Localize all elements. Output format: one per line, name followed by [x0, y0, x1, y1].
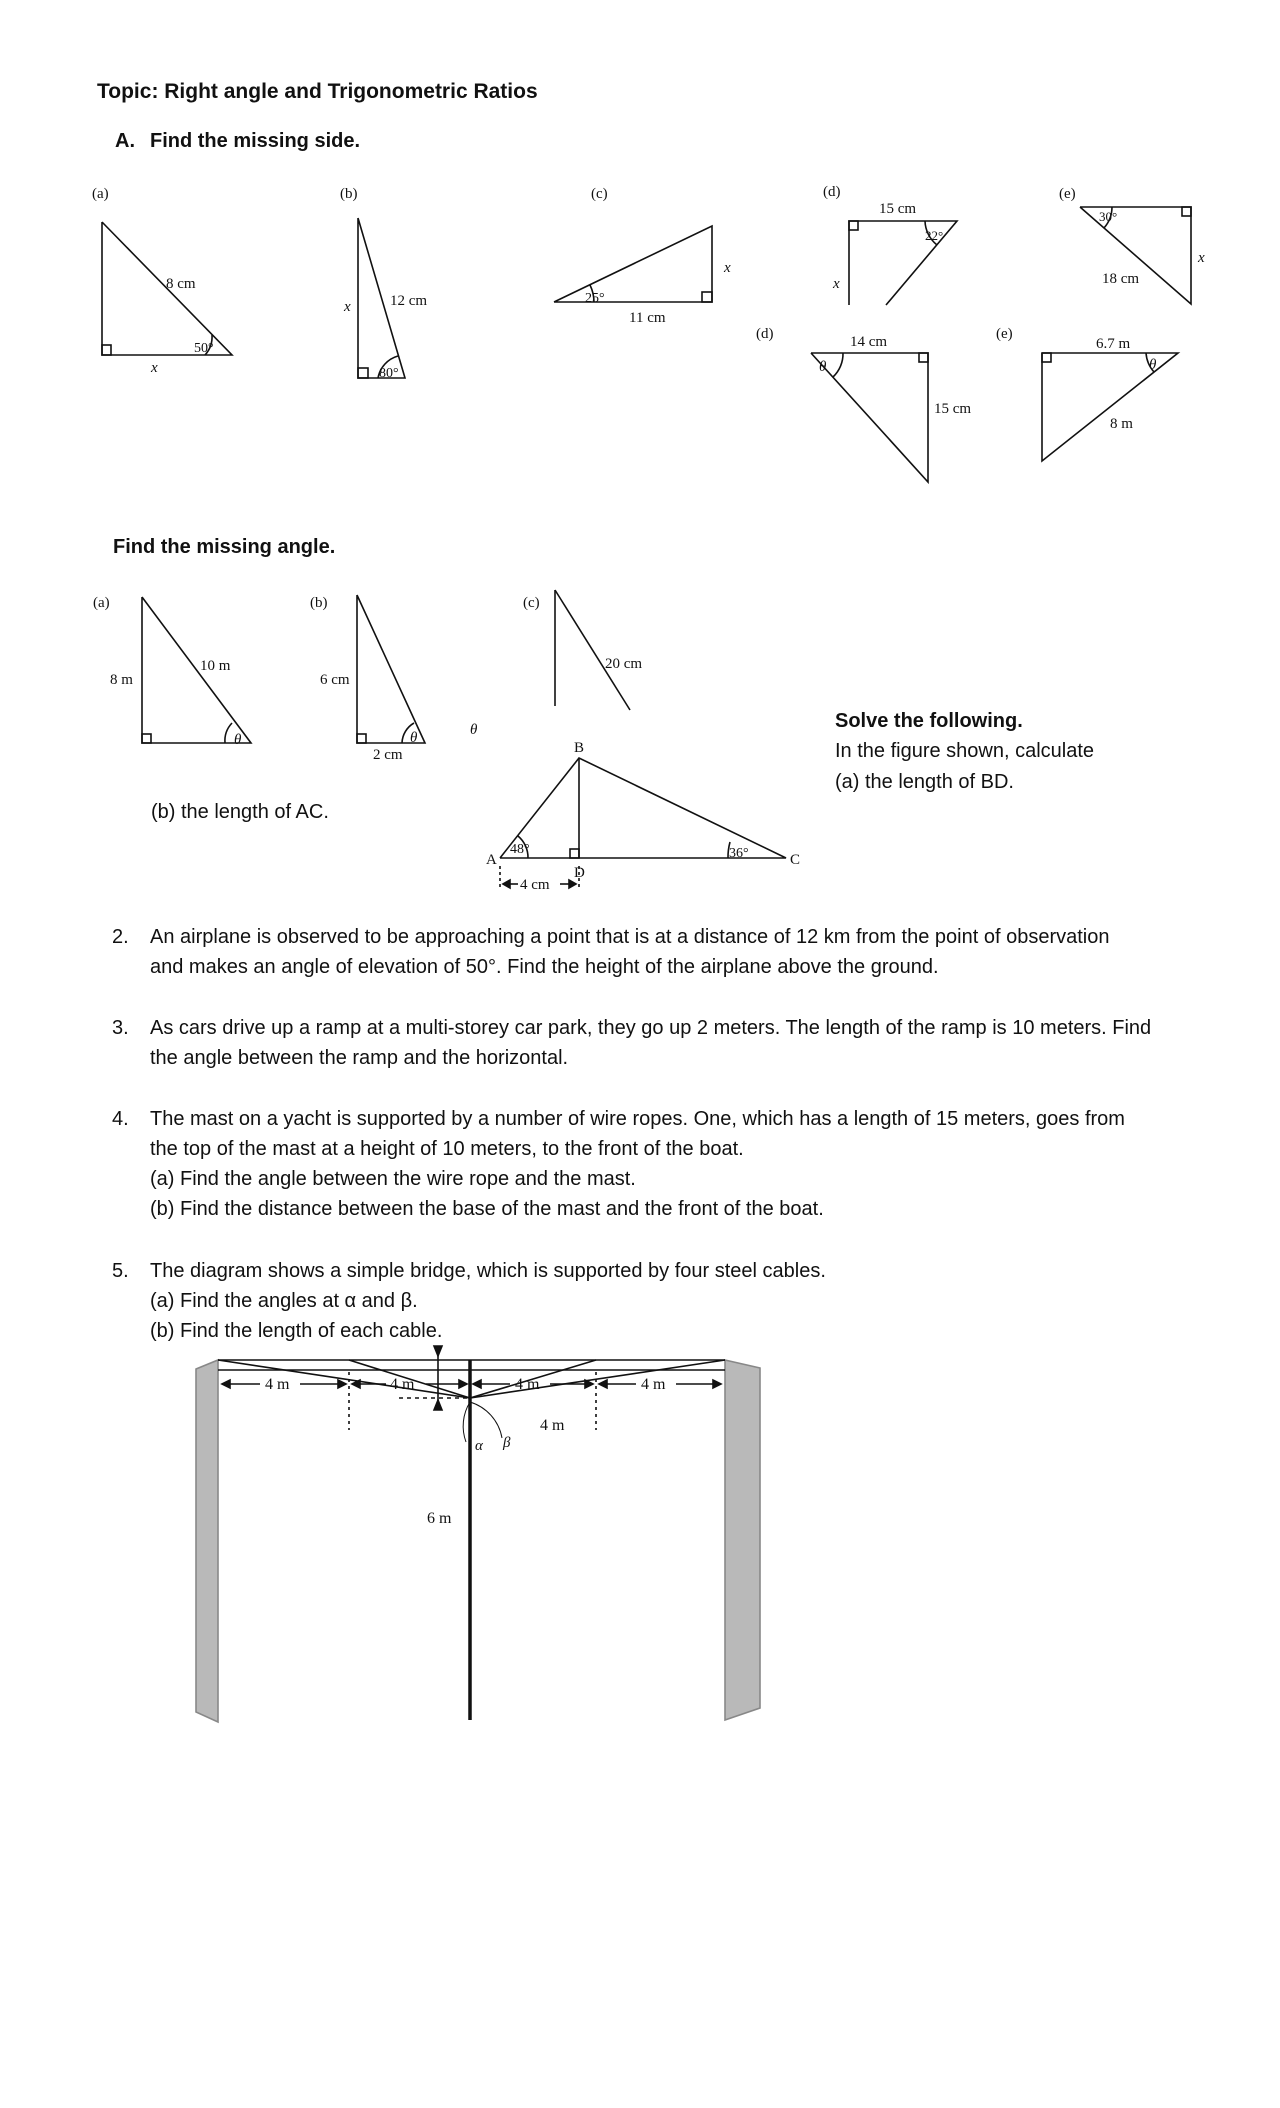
bridge-seg-2: 4 m	[390, 1376, 415, 1393]
a-d-side: 15 cm	[879, 201, 917, 217]
a-a-unknown: x	[151, 360, 158, 376]
question-5-line: The diagram shows a simple bridge, which is supported by four steel cables.	[150, 1260, 826, 1282]
a-e2-side2: 8 m	[1110, 416, 1133, 432]
a-d2-side2: 15 cm	[934, 401, 972, 417]
question-4-line: (b) Find the distance between the base of the mast and the front of the boat.	[150, 1198, 824, 1220]
solve-label-b: B	[574, 740, 585, 756]
bridge-seg-4: 4 m	[641, 1376, 666, 1393]
bridge-alpha: α	[475, 1438, 483, 1454]
figure-b-c	[555, 590, 630, 710]
solve-base: 4 cm	[520, 877, 550, 893]
question-2-line: and makes an angle of elevation of 50°. Find the height of the airplane above the ground.	[150, 956, 939, 978]
question-5	[112, 1256, 1222, 1349]
solve-line-3: (b) the length of AC.	[151, 801, 329, 823]
a-c-tag: (c)	[591, 186, 608, 202]
a-c-side: 11 cm	[629, 310, 666, 326]
section-a-label: A.	[115, 130, 135, 152]
question-4-line: (a) Find the angle between the wire rope and the mast.	[150, 1168, 636, 1190]
a-c-angle: 25°	[585, 291, 605, 306]
question-3-number: 3.	[112, 1017, 129, 1039]
a-d-angle: 22°	[925, 228, 944, 243]
b-c-side1: 20 cm	[605, 656, 643, 672]
question-5-number: 5.	[112, 1260, 129, 1282]
a-d2-side1: 14 cm	[850, 334, 888, 350]
b-a-angle: θ	[234, 732, 242, 748]
a-e2-angle: θ	[1149, 357, 1157, 373]
figure-bridge	[196, 1346, 760, 1722]
a-e-side: 18 cm	[1102, 271, 1140, 287]
solve-angle-c: 36°	[729, 846, 749, 861]
a-a-tag: (a)	[92, 186, 109, 202]
a-d2-angle: θ	[819, 359, 827, 375]
solve-line-2: (a) the length of BD.	[835, 771, 1014, 793]
question-2	[112, 922, 1222, 984]
question-3-line: the angle between the ramp and the horizontal.	[150, 1047, 569, 1069]
b-b-angle: θ	[410, 730, 418, 746]
solve-label-d: D	[574, 865, 585, 881]
figure-a-d2	[811, 353, 928, 482]
a-a-side: 8 cm	[166, 276, 196, 292]
solve-line-1: In the figure shown, calculate	[835, 740, 1095, 762]
question-5-line: (b) Find the length of each cable.	[150, 1320, 443, 1342]
a-a-angle: 50°	[194, 341, 214, 356]
a-d-tag: (d)	[823, 184, 841, 200]
b-c-angle: θ	[470, 722, 478, 738]
solve-heading: Solve the following.	[835, 710, 1023, 732]
question-2-line: An airplane is observed to be approaching a point that is at a distance of 12 km from the point of observation	[150, 926, 1110, 948]
a-e2-tag: (e)	[996, 326, 1013, 342]
b-b-side2: 2 cm	[373, 747, 403, 763]
a-b-unknown: x	[344, 299, 351, 315]
question-4-number: 4.	[112, 1108, 129, 1130]
question-4-line: the top of the mast at a height of 10 meters, to the front of the boat.	[150, 1138, 744, 1160]
figure-solve	[500, 758, 786, 890]
b-b-side1: 6 cm	[320, 672, 350, 688]
question-3	[112, 1013, 1222, 1075]
page-title: Topic: Right angle and Trigonometric Ratios	[97, 80, 538, 103]
a-e-angle: 30°	[1099, 209, 1118, 224]
a-e2-side1: 6.7 m	[1096, 336, 1131, 352]
figure-b-b	[357, 595, 425, 743]
bridge-below: 4 m	[540, 1417, 565, 1434]
question-5-line: (a) Find the angles at α and β.	[150, 1290, 418, 1312]
section-b-heading: Find the missing angle.	[113, 536, 336, 558]
b-a-tag: (a)	[93, 595, 110, 611]
figure-b-a	[142, 597, 251, 743]
figure-a-c	[554, 226, 712, 302]
figure-a-e2	[1042, 353, 1178, 461]
section-a-heading: Find the missing side.	[150, 130, 361, 152]
question-2-number: 2.	[112, 926, 129, 948]
a-d2-tag: (d)	[756, 326, 774, 342]
a-d-unknown: x	[833, 276, 840, 292]
question-4	[112, 1104, 1222, 1228]
b-b-tag: (b)	[310, 595, 328, 611]
bridge-seg-1: 4 m	[265, 1376, 290, 1393]
solve-label-c: C	[790, 852, 801, 868]
question-4-line: The mast on a yacht is supported by a number of wire ropes. One, which has a length of 15 meters, goes from	[150, 1108, 1125, 1130]
b-a-side1: 8 m	[110, 672, 133, 688]
b-c-tag: (c)	[523, 595, 540, 611]
b-a-side2: 10 m	[200, 658, 231, 674]
a-e-unknown: x	[1198, 250, 1205, 266]
solve-angle-a: 48°	[510, 842, 530, 857]
solve-label-a: A	[486, 852, 497, 868]
a-c-unknown: x	[724, 260, 731, 276]
a-b-angle: 80°	[379, 366, 399, 381]
a-b-side: 12 cm	[390, 293, 428, 309]
bridge-beta: β	[503, 1435, 511, 1451]
figure-a-e	[1080, 207, 1191, 304]
question-3-line: As cars drive up a ramp at a multi-storey car park, they go up 2 meters. The length of the ramp is 10 meters. Find	[150, 1017, 1152, 1039]
a-e-tag: (e)	[1059, 186, 1076, 202]
bridge-height: 6 m	[427, 1510, 452, 1527]
bridge-seg-3: 4 m	[515, 1376, 540, 1393]
a-b-tag: (b)	[340, 186, 358, 202]
